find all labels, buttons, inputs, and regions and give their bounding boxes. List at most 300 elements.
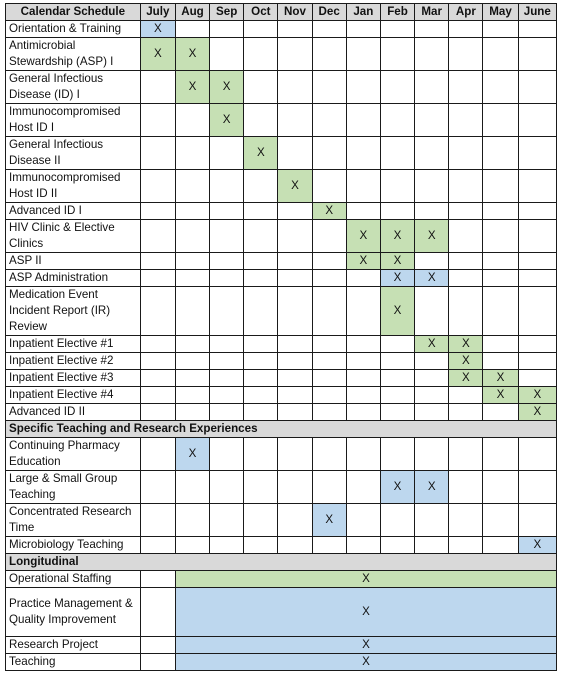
scheduled-month-cell: X bbox=[210, 104, 244, 137]
month-cell bbox=[244, 370, 278, 387]
month-cell bbox=[449, 537, 483, 554]
month-cell bbox=[380, 370, 414, 387]
schedule-row bbox=[6, 287, 557, 336]
month-cell bbox=[449, 203, 483, 220]
month-cell bbox=[210, 137, 244, 170]
month-header: Nov bbox=[278, 4, 312, 21]
month-cell bbox=[346, 270, 380, 287]
rotation-label: Immunocompromised Host ID II bbox=[6, 170, 141, 203]
month-cell bbox=[415, 253, 449, 270]
month-cell bbox=[449, 137, 483, 170]
month-cell bbox=[449, 270, 483, 287]
scheduled-month-cell: X bbox=[312, 203, 346, 220]
month-cell bbox=[518, 71, 556, 104]
schedule-row bbox=[6, 270, 557, 287]
month-cell bbox=[278, 203, 312, 220]
month-cell bbox=[483, 220, 518, 253]
month-cell bbox=[278, 471, 312, 504]
scheduled-month-cell: X bbox=[380, 471, 414, 504]
month-cell bbox=[140, 588, 175, 637]
month-cell bbox=[278, 287, 312, 336]
scheduled-month-cell: X bbox=[140, 38, 175, 71]
month-cell bbox=[312, 287, 346, 336]
scheduled-month-cell: X bbox=[312, 504, 346, 537]
month-cell bbox=[346, 353, 380, 370]
month-cell bbox=[449, 71, 483, 104]
month-cell bbox=[175, 203, 209, 220]
month-cell bbox=[140, 220, 175, 253]
calendar-schedule-table bbox=[5, 3, 557, 671]
month-header: Aug bbox=[175, 4, 209, 21]
schedule-row bbox=[6, 571, 557, 588]
month-cell bbox=[210, 38, 244, 71]
month-cell bbox=[244, 471, 278, 504]
month-cell bbox=[210, 438, 244, 471]
month-cell bbox=[380, 137, 414, 170]
month-header: June bbox=[518, 4, 556, 21]
month-cell bbox=[449, 504, 483, 537]
scheduled-month-cell: X bbox=[346, 253, 380, 270]
longitudinal-span-cell: X bbox=[175, 654, 556, 671]
month-cell bbox=[210, 353, 244, 370]
rotation-label: Teaching bbox=[6, 654, 141, 671]
longitudinal-span-cell: X bbox=[175, 571, 556, 588]
month-cell bbox=[140, 438, 175, 471]
scheduled-month-cell: X bbox=[518, 404, 556, 421]
month-cell bbox=[380, 336, 414, 353]
schedule-row bbox=[6, 537, 557, 554]
month-cell bbox=[140, 287, 175, 336]
rotation-label: Practice Management & Quality Improvement bbox=[6, 588, 141, 637]
month-cell bbox=[244, 387, 278, 404]
month-cell bbox=[312, 438, 346, 471]
month-cell bbox=[346, 287, 380, 336]
month-cell bbox=[175, 253, 209, 270]
month-cell bbox=[278, 404, 312, 421]
month-cell bbox=[518, 170, 556, 203]
scheduled-month-cell: X bbox=[449, 353, 483, 370]
month-cell bbox=[449, 471, 483, 504]
month-cell bbox=[449, 220, 483, 253]
month-cell bbox=[244, 287, 278, 336]
rotation-label: ASP II bbox=[6, 253, 141, 270]
month-cell bbox=[483, 287, 518, 336]
month-cell bbox=[278, 270, 312, 287]
month-cell bbox=[346, 336, 380, 353]
scheduled-month-cell: X bbox=[449, 336, 483, 353]
month-cell bbox=[380, 438, 414, 471]
rotation-label: Continuing Pharmacy Education bbox=[6, 438, 141, 471]
month-cell bbox=[346, 438, 380, 471]
month-cell bbox=[312, 404, 346, 421]
schedule-row bbox=[6, 588, 557, 637]
month-cell bbox=[518, 471, 556, 504]
month-cell bbox=[175, 287, 209, 336]
month-cell bbox=[346, 170, 380, 203]
month-cell bbox=[380, 203, 414, 220]
month-cell bbox=[244, 438, 278, 471]
month-header: Apr bbox=[449, 4, 483, 21]
month-cell bbox=[415, 71, 449, 104]
schedule-row bbox=[6, 637, 557, 654]
month-cell bbox=[312, 38, 346, 71]
month-cell bbox=[346, 38, 380, 71]
month-cell bbox=[346, 370, 380, 387]
scheduled-month-cell: X bbox=[244, 137, 278, 170]
section-header-row bbox=[6, 554, 557, 571]
month-cell bbox=[175, 104, 209, 137]
month-cell bbox=[312, 537, 346, 554]
month-cell bbox=[175, 537, 209, 554]
month-header: Oct bbox=[244, 4, 278, 21]
rotation-label: Immunocompromised Host ID I bbox=[6, 104, 141, 137]
month-cell bbox=[518, 38, 556, 71]
month-cell bbox=[140, 270, 175, 287]
month-cell bbox=[244, 270, 278, 287]
month-cell bbox=[244, 404, 278, 421]
month-cell bbox=[449, 287, 483, 336]
scheduled-month-cell: X bbox=[449, 370, 483, 387]
month-header: Dec bbox=[312, 4, 346, 21]
month-cell bbox=[415, 404, 449, 421]
month-cell bbox=[518, 287, 556, 336]
rotation-label: Orientation & Training bbox=[6, 21, 141, 38]
month-header: Mar bbox=[415, 4, 449, 21]
month-cell bbox=[140, 504, 175, 537]
section-title: Specific Teaching and Research Experiences bbox=[6, 421, 557, 438]
month-cell bbox=[483, 71, 518, 104]
month-cell bbox=[244, 253, 278, 270]
month-cell bbox=[415, 504, 449, 537]
month-cell bbox=[210, 537, 244, 554]
rotation-label: Large & Small Group Teaching bbox=[6, 471, 141, 504]
schedule-row bbox=[6, 336, 557, 353]
month-cell bbox=[175, 137, 209, 170]
month-cell bbox=[518, 104, 556, 137]
month-cell bbox=[449, 438, 483, 471]
rotation-label: Advanced ID I bbox=[6, 203, 141, 220]
month-cell bbox=[415, 370, 449, 387]
month-cell bbox=[175, 220, 209, 253]
rotation-label: General Infectious Disease (ID) I bbox=[6, 71, 141, 104]
scheduled-month-cell: X bbox=[175, 38, 209, 71]
month-cell bbox=[483, 537, 518, 554]
month-cell bbox=[278, 137, 312, 170]
month-cell bbox=[210, 170, 244, 203]
rotation-label: Concentrated Research Time bbox=[6, 504, 141, 537]
longitudinal-span-cell: X bbox=[175, 637, 556, 654]
month-cell bbox=[346, 104, 380, 137]
month-cell bbox=[483, 137, 518, 170]
month-cell bbox=[140, 654, 175, 671]
month-cell bbox=[449, 104, 483, 137]
month-cell bbox=[175, 353, 209, 370]
month-cell bbox=[483, 404, 518, 421]
rotation-label: ASP Administration bbox=[6, 270, 141, 287]
month-cell bbox=[518, 203, 556, 220]
month-cell bbox=[210, 504, 244, 537]
month-cell bbox=[140, 203, 175, 220]
scheduled-month-cell: X bbox=[140, 21, 175, 38]
month-cell bbox=[244, 71, 278, 104]
month-cell bbox=[415, 21, 449, 38]
month-cell bbox=[278, 353, 312, 370]
month-cell bbox=[210, 370, 244, 387]
month-cell bbox=[175, 370, 209, 387]
scheduled-month-cell: X bbox=[415, 270, 449, 287]
schedule-row bbox=[6, 203, 557, 220]
section-title: Longitudinal bbox=[6, 554, 557, 571]
schedule-row bbox=[6, 370, 557, 387]
month-cell bbox=[210, 336, 244, 353]
month-cell bbox=[278, 253, 312, 270]
month-cell bbox=[518, 21, 556, 38]
month-cell bbox=[140, 571, 175, 588]
month-cell bbox=[518, 270, 556, 287]
month-cell bbox=[346, 71, 380, 104]
month-cell bbox=[312, 253, 346, 270]
rotation-label: Medication Event Incident Report (IR) Review bbox=[6, 287, 141, 336]
scheduled-month-cell: X bbox=[380, 220, 414, 253]
rotation-label: Inpatient Elective #4 bbox=[6, 387, 141, 404]
rotation-label: HIV Clinic & Elective Clinics bbox=[6, 220, 141, 253]
month-cell bbox=[312, 471, 346, 504]
month-cell bbox=[449, 38, 483, 71]
scheduled-month-cell: X bbox=[210, 71, 244, 104]
month-cell bbox=[278, 104, 312, 137]
rotation-label: Inpatient Elective #3 bbox=[6, 370, 141, 387]
month-cell bbox=[380, 537, 414, 554]
section-header-row bbox=[6, 421, 557, 438]
month-cell bbox=[140, 170, 175, 203]
month-cell bbox=[175, 170, 209, 203]
month-cell bbox=[346, 537, 380, 554]
schedule-row bbox=[6, 654, 557, 671]
month-cell bbox=[518, 220, 556, 253]
month-cell bbox=[449, 253, 483, 270]
rotation-label: Research Project bbox=[6, 637, 141, 654]
month-cell bbox=[210, 404, 244, 421]
month-cell bbox=[415, 353, 449, 370]
month-cell bbox=[483, 353, 518, 370]
month-header: Feb bbox=[380, 4, 414, 21]
month-cell bbox=[449, 170, 483, 203]
month-cell bbox=[415, 137, 449, 170]
month-cell bbox=[210, 270, 244, 287]
month-cell bbox=[483, 438, 518, 471]
month-cell bbox=[175, 387, 209, 404]
month-cell bbox=[346, 387, 380, 404]
month-cell bbox=[210, 21, 244, 38]
month-cell bbox=[140, 253, 175, 270]
schedule-row bbox=[6, 104, 557, 137]
month-cell bbox=[518, 253, 556, 270]
month-cell bbox=[244, 537, 278, 554]
month-cell bbox=[244, 203, 278, 220]
rotation-label: Microbiology Teaching bbox=[6, 537, 141, 554]
month-cell bbox=[312, 370, 346, 387]
schedule-row bbox=[6, 253, 557, 270]
month-cell bbox=[483, 253, 518, 270]
month-cell bbox=[140, 137, 175, 170]
month-cell bbox=[140, 387, 175, 404]
month-cell bbox=[244, 353, 278, 370]
month-cell bbox=[278, 387, 312, 404]
month-cell bbox=[483, 270, 518, 287]
scheduled-month-cell: X bbox=[415, 471, 449, 504]
month-cell bbox=[278, 71, 312, 104]
month-cell bbox=[518, 137, 556, 170]
scheduled-month-cell: X bbox=[483, 370, 518, 387]
scheduled-month-cell: X bbox=[415, 220, 449, 253]
month-header: Sep bbox=[210, 4, 244, 21]
month-cell bbox=[483, 38, 518, 71]
month-cell bbox=[244, 170, 278, 203]
schedule-row bbox=[6, 220, 557, 253]
scheduled-month-cell: X bbox=[175, 438, 209, 471]
month-cell bbox=[175, 336, 209, 353]
month-cell bbox=[244, 336, 278, 353]
month-cell bbox=[380, 387, 414, 404]
month-cell bbox=[346, 203, 380, 220]
month-cell bbox=[312, 137, 346, 170]
scheduled-month-cell: X bbox=[346, 220, 380, 253]
schedule-row bbox=[6, 404, 557, 421]
scheduled-month-cell: X bbox=[518, 387, 556, 404]
month-cell bbox=[312, 353, 346, 370]
scheduled-month-cell: X bbox=[380, 253, 414, 270]
month-cell bbox=[244, 21, 278, 38]
rotation-label: Inpatient Elective #2 bbox=[6, 353, 141, 370]
month-cell bbox=[346, 504, 380, 537]
month-cell bbox=[278, 336, 312, 353]
month-cell bbox=[175, 21, 209, 38]
month-cell bbox=[449, 21, 483, 38]
month-cell bbox=[380, 38, 414, 71]
month-cell bbox=[483, 336, 518, 353]
scheduled-month-cell: X bbox=[518, 537, 556, 554]
rotation-label: Advanced ID II bbox=[6, 404, 141, 421]
rotation-label: Operational Staffing bbox=[6, 571, 141, 588]
month-cell bbox=[312, 387, 346, 404]
scheduled-month-cell: X bbox=[278, 170, 312, 203]
month-cell bbox=[449, 404, 483, 421]
month-cell bbox=[483, 21, 518, 38]
month-cell bbox=[346, 137, 380, 170]
month-cell bbox=[346, 471, 380, 504]
month-cell bbox=[483, 104, 518, 137]
month-cell bbox=[483, 504, 518, 537]
month-cell bbox=[346, 21, 380, 38]
month-cell bbox=[518, 504, 556, 537]
month-cell bbox=[244, 104, 278, 137]
month-cell bbox=[449, 387, 483, 404]
month-cell bbox=[312, 71, 346, 104]
month-cell bbox=[140, 537, 175, 554]
schedule-row bbox=[6, 137, 557, 170]
month-cell bbox=[210, 287, 244, 336]
rotation-label: Antimicrobial Stewardship (ASP) I bbox=[6, 38, 141, 71]
month-cell bbox=[415, 203, 449, 220]
scheduled-month-cell: X bbox=[380, 287, 414, 336]
month-header: July bbox=[140, 4, 175, 21]
month-cell bbox=[415, 387, 449, 404]
month-cell bbox=[140, 471, 175, 504]
scheduled-month-cell: X bbox=[380, 270, 414, 287]
month-cell bbox=[518, 353, 556, 370]
month-cell bbox=[244, 38, 278, 71]
month-cell bbox=[210, 203, 244, 220]
schedule-row bbox=[6, 387, 557, 404]
schedule-row bbox=[6, 353, 557, 370]
scheduled-month-cell: X bbox=[175, 71, 209, 104]
month-cell bbox=[415, 438, 449, 471]
month-cell bbox=[175, 471, 209, 504]
month-cell bbox=[278, 537, 312, 554]
month-cell bbox=[312, 104, 346, 137]
month-cell bbox=[244, 220, 278, 253]
rotation-label: Inpatient Elective #1 bbox=[6, 336, 141, 353]
month-cell bbox=[380, 170, 414, 203]
month-cell bbox=[380, 71, 414, 104]
longitudinal-span-cell: X bbox=[175, 588, 556, 637]
month-cell bbox=[278, 21, 312, 38]
month-cell bbox=[380, 504, 414, 537]
month-cell bbox=[140, 336, 175, 353]
month-cell bbox=[518, 370, 556, 387]
month-cell bbox=[140, 404, 175, 421]
schedule-row bbox=[6, 170, 557, 203]
scheduled-month-cell: X bbox=[483, 387, 518, 404]
rotation-label: General Infectious Disease II bbox=[6, 137, 141, 170]
month-cell bbox=[483, 170, 518, 203]
month-header: Jan bbox=[346, 4, 380, 21]
month-cell bbox=[380, 21, 414, 38]
month-cell bbox=[415, 170, 449, 203]
month-cell bbox=[278, 38, 312, 71]
month-header: May bbox=[483, 4, 518, 21]
month-cell bbox=[380, 404, 414, 421]
schedule-row bbox=[6, 71, 557, 104]
month-cell bbox=[518, 438, 556, 471]
month-cell bbox=[175, 404, 209, 421]
month-cell bbox=[175, 270, 209, 287]
month-cell bbox=[140, 104, 175, 137]
schedule-row bbox=[6, 471, 557, 504]
month-cell bbox=[210, 253, 244, 270]
header-label: Calendar Schedule bbox=[6, 4, 141, 21]
month-cell bbox=[312, 336, 346, 353]
month-cell bbox=[415, 537, 449, 554]
month-cell bbox=[210, 220, 244, 253]
month-cell bbox=[278, 370, 312, 387]
month-cell bbox=[175, 504, 209, 537]
month-cell bbox=[278, 220, 312, 253]
header-row bbox=[6, 4, 557, 21]
month-cell bbox=[415, 104, 449, 137]
month-cell bbox=[483, 471, 518, 504]
schedule-row bbox=[6, 504, 557, 537]
month-cell bbox=[244, 504, 278, 537]
month-cell bbox=[518, 336, 556, 353]
month-cell bbox=[380, 104, 414, 137]
month-cell bbox=[483, 203, 518, 220]
month-cell bbox=[380, 353, 414, 370]
month-cell bbox=[312, 21, 346, 38]
month-cell bbox=[312, 170, 346, 203]
month-cell bbox=[312, 270, 346, 287]
month-cell bbox=[415, 38, 449, 71]
